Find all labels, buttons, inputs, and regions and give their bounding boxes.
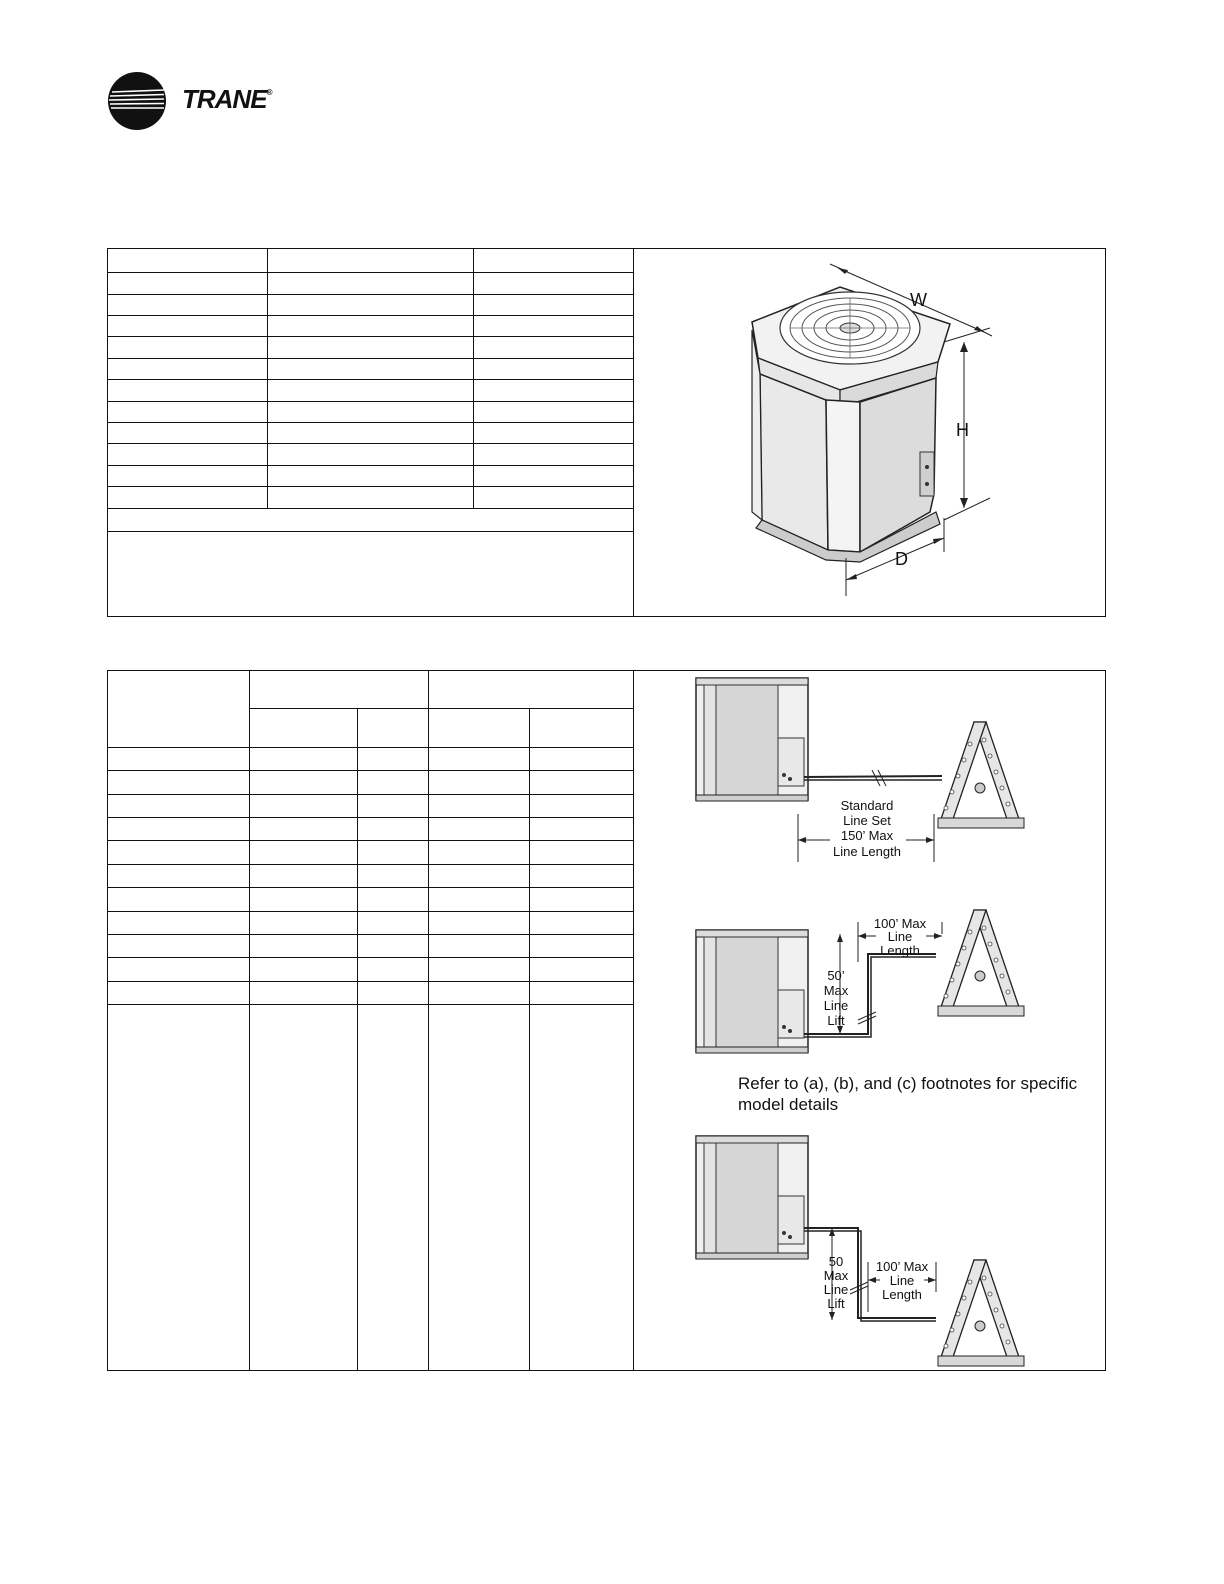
lift-below-length3: Length [882,1287,922,1302]
unit-dimension-drawing [700,262,1020,602]
table-row [107,508,633,509]
depth-label: D [895,549,908,569]
lift-above-line2: Max [823,983,849,998]
table-row [107,981,633,982]
table-row [107,1004,633,1005]
trane-logo [106,70,306,132]
table-row [107,422,633,423]
lift-above-line3: Line [823,998,849,1013]
lift-below-line3: Line [823,1282,849,1297]
table-row [107,957,633,958]
trane-wordmark [182,84,271,115]
standard-line3: 150’ Max [840,828,894,843]
lift-above-length1: 100’ Max [873,916,927,931]
line-set-caption: Refer to (a), (b), and (c) footnotes for specific model details [738,1074,1078,1114]
table-row [107,531,633,532]
table-row [107,747,633,748]
lift-above-length3: Length [880,943,920,958]
lift-below-line4: Lift [827,1296,845,1311]
table-row [107,840,633,841]
standard-line4: Line Length [833,844,901,859]
line-set-diagrams [636,672,1104,1369]
trane-globe-icon [106,70,168,132]
table-row [107,443,633,444]
table-row [107,272,633,273]
width-label: W [910,290,927,310]
height-label: H [956,420,969,440]
lift-below-line1: 50 [828,1254,844,1269]
table-row [107,864,633,865]
table-row [107,794,633,795]
table-row [107,817,633,818]
brand-name: TRANE [182,84,267,114]
table-row [107,770,633,771]
lift-above-line1: 50’ [827,968,845,983]
registered-mark: ® [266,88,272,97]
table-row [107,336,633,337]
standard-line1: Standard [840,798,894,813]
table-row [107,887,633,888]
table-row [107,358,633,359]
table-row [107,401,633,402]
table-row [107,294,633,295]
table-row [107,315,633,316]
table-header-row [249,708,633,709]
table-row [107,465,633,466]
lift-below-length2: Line [889,1273,915,1288]
table-row [107,486,633,487]
lift-below-line2: Max [823,1268,849,1283]
table-row [107,379,633,380]
lift-above-length2: Line [887,929,913,944]
lift-below-length1: 100’ Max [875,1259,929,1274]
table-row [107,911,633,912]
table-row [107,934,633,935]
lift-above-line4: Lift [827,1013,845,1028]
standard-line2: Line Set [843,813,891,828]
